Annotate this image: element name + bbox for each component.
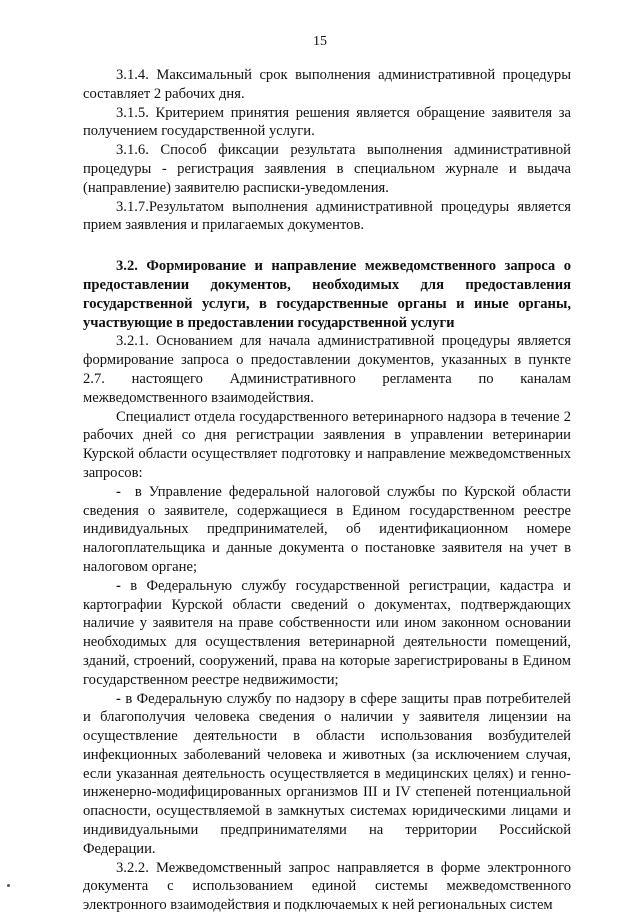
paragraph-3-1-4: 3.1.4. Максимальный срок выполнения административной процедуры составляет 2 рабочих дня.: [83, 67, 571, 102]
document-body: [83, 66, 571, 915]
paragraph-specialist: Специалист отдела государственного ветеринарного надзора в течение 2 рабочих дней со дня регистрации заявления в управлении ветеринарии Курской области осуществляет подготовку и направление межведомственных запросов:: [83, 408, 571, 481]
list-item-text: в Федеральную службу по надзору в сфере защиты прав потребителей и благополучия человека сведения о наличии у заявителя лицензии на осуществление деятельности в области использования возбудителей инфекционных заболеваний человека и животных (за исключением случая, если указанная деятельность осуществляется в медицинских целях) и генно-инженерно-модифицированных организмов III и IV степеней потенциальной опасности, осуществляемой в замкнутых системах юридическими лицами и индивидуальными предпринимателями на территории Российской Федерации.: [83, 690, 571, 857]
list-item-text: в Управление федеральной налоговой службы по Курской области сведения о заявителе, содержащиеся в Едином государственном реестре индивидуальных предпринимателей, об идентификационном номере налогоплательщика и данные документа о постановке заявителя на учет в налоговом органе;: [83, 483, 571, 575]
page-number: 15: [313, 34, 327, 49]
scan-speck: [7, 884, 10, 887]
list-dash: -: [116, 690, 121, 707]
list-item-registration-service: [83, 577, 571, 690]
list-dash: -: [116, 577, 121, 594]
list-dash: -: [116, 483, 121, 500]
paragraph-3-1-6: 3.1.6. Способ фиксации результата выполнения административной процедуры - регистрация заявления в специальном журнале и выдача (направление) заявителю расписки-уведомления.: [83, 142, 571, 196]
list-item-tax-service: [83, 483, 571, 577]
section-heading-3-2: 3.2. Формирование и направление межведомственного запроса о предоставлении документов, необходимых для предоставления государственной услуги, в государственные органы и иные органы, участвующие в предоставлении государственной услуги: [83, 258, 571, 331]
list-item-text: в Федеральную службу государственной регистрации, кадастра и картографии Курской области сведений о документах, подтверждающих наличие у заявителя на праве собственности или ином законном основании необходимых для осуществления ветеринарной деятельности помещений, зданий, строений, сооружений, права на которые зарегистрированы в Едином государственном реестре недвижимости;: [83, 577, 571, 688]
paragraph-3-2-1: 3.2.1. Основанием для начала административной процедуры является формирование запроса о предоставлении документов, указанных в пункте 2.7. настоящего Административного регламента по каналам межведомственного взаимодействия.: [83, 333, 571, 406]
paragraph-3-2-2: 3.2.2. Межведомственный запрос направляется в форме электронного документа с использованием единой системы межведомственного электронного взаимодействия и подключаемых к ней региональных систем: [83, 859, 571, 914]
list-item-consumer-protection-service: [83, 690, 571, 859]
paragraph-3-1-7: 3.1.7.Результатом выполнения административной процедуры является прием заявления и прилагаемых документов.: [83, 198, 571, 234]
paragraph-3-1-5: 3.1.5. Критерием принятия решения является обращение заявителя за получением государственной услуги.: [83, 104, 571, 140]
